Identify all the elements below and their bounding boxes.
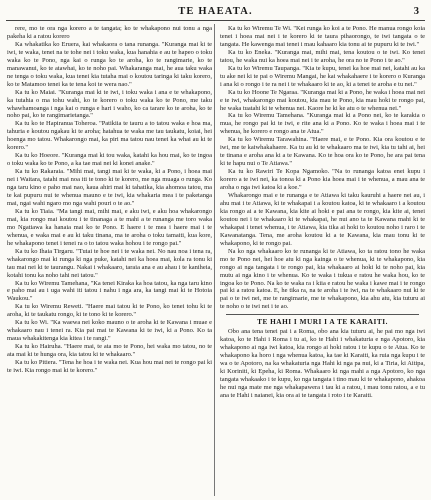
paragraph: Ka tu ko Hoone Te Ngaraa. "Kuranga mai ki a Pono, he waka i hoea mai nei e te iwi, whakarongo mai koutou, kia mau te Pono, kia mau hoki te rongo pai, he waka tuatahi ki te whenua nei. Kaore he ki ke atu o te whenua nei." bbox=[220, 88, 425, 112]
column-divider bbox=[214, 24, 215, 496]
section-heading: TE HAHI I MURI I A TE KARAITI. bbox=[257, 317, 388, 327]
paragraph: Ka tu ko Wiremu Reweti. "Haere mai tatou ki te Pono, ko tenei tohu ki te aroha, ki te taukatu rongo, ki te tono ki te korero." bbox=[7, 303, 212, 319]
paragraph: Ka tu ko Pitiera. "Tena he hoa i te waka nei. Kua hou mai nei te rongo pai ki te iwi. Kia rongo mai ki te korero." bbox=[7, 359, 212, 374]
header-rule bbox=[6, 20, 425, 21]
paragraph: Ka tu ko Hoeore. "Kuranga mai ki tou waka, katahi ka hou mai, ko te ingoa o toku waka ko te Pono, a ka tae mai nei ki konei anake." bbox=[7, 152, 212, 168]
right-column bbox=[220, 25, 425, 495]
section-rule bbox=[226, 314, 419, 315]
left-column bbox=[7, 25, 212, 495]
paragraph: Ka tu ko Wiremu Tamehana. "Kuranga mai ki a Pono nei, ko te karakia o mua, he rongo pai ki te iwi, e rite ana ki a Pono. Ko te waka i hoea mai i te whenua, he korero e rongo ana te Atua." bbox=[220, 112, 425, 136]
page-number: 3 bbox=[413, 6, 419, 17]
paragraph: rere, mo te ora nga korero a te tangata; ko te whakapono nui tonu a nga pakeha ki a ratou korero bbox=[7, 25, 212, 40]
paragraph: Ka tu ko Rawiri Te Kopa Ngamoko. "Na to runanga katoa enei kupu i korero a te iwi nei, ka tonoa ki a Pono kia hoea mai i te whenua, a mau ana te aroha o nga iwi katoa ki a koe." bbox=[220, 168, 425, 192]
paragraph: Na ko nga whakaaro ko te runanga ki te Atiawa, ko ta ratou tono he waka mo te Pono nei, hei hoe atu ki nga kainga o te whenua, ki te whakapono, kia rongo ai nga tangata i te rongo pai, kia whakaaro ai hoki ki te noho pai, kia mutu ai nga kino i te whenua. Ko te waka i tukua e ratou he waka hou, ko te ingoa ko te Pono. Na ko te waka ra i kiia e ratou he waka i kawe mai i te rongo pai ki a ratou katoa. E, he tika ra, na te aroha i te iwi, na te whakaaro nui ki te pai o te iwi nei, me te rangimarie, me te whakapono, kia ahu atu, kia tuturu ai te noho o te iwi nei i te ao. bbox=[220, 247, 425, 311]
paragraph: Ka tu ko Rakaraia. "Mihi mai, tangi mai ki te waka, ki a Pono, i hoea mai nei i Waitara, tatahi mai noa iti te tono ki te korero, me nga muaga o runga. Ko nga taru kino e paho mai nao, kaua ahiri mai ki tahatika, kia ahomoa tatou, ma te kai pupuru nui te whenua mauno e te iwi, kia whakaria mea i te paketanga mai, ngai wahi ngaro mo nga wahi pouri o te ao." bbox=[7, 168, 212, 207]
paragraph: Ka tu ko Wiremu Tamehana, "Ka tenei Kiraka ka hoa tatou, ka nga taru kino e paho mai au i uga wahi iti tatou i nahu i nga ara, ka tangi mai ki te Hotoia Waukou." bbox=[7, 279, 212, 303]
paragraph: Ka tu ko Ihaia Tirgaru. "Tutai te hoe nei i te waka nei. No nau noa i tena ra, whakarongo mai ki runga ki nga puke, katahi nei ka hoea mai, kola ra tonu ki tau mai nei ki te taurangu. Nakai i whakaaro, taraia ana e au ahau i te kaniheia, kotahi tonu ka noho tahi nei tatou." bbox=[7, 247, 212, 279]
paragraph: Ka tu ko Eneka. "Kuranga mai, mihi mai, tena koutou o te iwi. Ko tenei tatou, he waka nui ka hoea mai nei i te aroha, he ora no te Pono i te ao." bbox=[220, 48, 425, 64]
paragraph: Ka tu ko Wi. "Ka waewa nei koko mauno o te aroha ki te Kawana i muae e whakaaro nau i tenei ra. Kia pai mai te Kawana ki te iwi, ki a Pono. Ko ta maua whakakitenga kia kitea i te rangi." bbox=[7, 319, 212, 343]
running-title: TE HAEATA. bbox=[178, 6, 253, 17]
paragraph: Ka tu ko Hairuha. "Haere mai, te ata mo te Pono, hei waka mo tatou, no te ata mai ki te hunga ora, kia tatou ki te whakaaro." bbox=[7, 343, 212, 359]
paragraph: Ka tu ko Maiai. "Kuranga mai ki te iwi, i toku waka i ana e te whakapono, ka tutahia o ma tohu wahi, ko te korero o toku waka ko te Pono, me taku whawhamoanga i nga kai o runga e hari i waho, ko ca tarare ko te aroha, ko te noho pai, ko te rangimarietanga." bbox=[7, 88, 212, 120]
paragraph: Ka whakatika ko Eruera, kai whakaora o tana runanga. "Kuranga mai ki te iwi, te waka, tenei na te tohe nei i toku waka, kua hanahia e au te hapeo o toku waka ko te Pono, nga kai o runga ko te aroha, ko te rangimarie, ko te manawanui, ko te atawhai, ko te noho pai. Whakaranga mai, he aua taku waka ne tenga o toku waka, kua tenei kia tutaha mai o koutou taringa ki taku korero, ko te Matamoo tenei ka te tena koi te wera nao." bbox=[7, 40, 212, 88]
paragraph: Ka tu ko te Hapiranua Toheroa. "Patikiia te tauru a to tatou waka e hoa ma, tahuria e koutou ngakau ki te aroha; hatahua te waka me tau taukatu, koiai, hei hoenga mo tatou. Whakarongo mai, ka piri ma tatou nau tenei ka whai au ki te korero." bbox=[7, 120, 212, 152]
paragraph: Ka tu ko Tiaia. "Ma tangi mai, mihi mai, e aku iwi, e aku hoa whakarongo mai, kia rongo mai koutou i te tinanaga a te mahi a te runanga me toro waka mo Ngatiawa ka hanaia mai ko te Pono. E haere i te mea i haere mai i te whenua, e waka mai e au ki taku tinana, ma te aroha o toku tamaiti, kua kore, he whakapono tenei i tenei ra o to tatou waka hohou i te rongo pai." bbox=[7, 207, 212, 247]
paragraph: Ka tu ko Wiremu Taupanga. "Kia te kupu, tenei ka hoe mai nei, katahi au ka tu ake nei ki te pai o Wiremu Mangai, he kai whakahaere i te korero o Kuranga i ana ki o rongo i te ra nei i te whakaaro ki te ao, ki a tenei te aroha e tu nei." bbox=[220, 64, 425, 88]
page-header bbox=[0, 6, 431, 20]
paragraph: Obo ana tena tenei pai i a Roma, obo ana kia tuturu ai, he pai mo nga iwi katoa, ko te Hahi i Roma i tu ai, ko te Hahi i whakaturia e nga Apotoro, kia whakapono ai nga iwi katoa, kia rongo ai hoki ratou i te kupu o te Atua. Ko te whakapono ka horo i nga whenua katoa, ka tae ki Karaiti, ka ruia nga kupu i te wa o te Apotoro, na ka whakaturia nga Hahi ki nga pa nui, ki a Tiria, ki Aitipa, ki Koriniti, ki Epeha, ki Roma. Whakaaro ki nga mahi a nga Apotoro, ko nga tangata whakaako i te kupu, ko nga tangata i tino mau ki te whakapono, ahakoa he nui nga mate me nga whakapawera i tau ki a ratou, i mau tonu ratou, a e tu ana te Hahi i naianei, kia ora ai te tangata i roto i te Karaiti. bbox=[220, 328, 425, 399]
paragraph: Whakarongo mai e te runanga e te Atiawa ki taku kauruhi a haere nei au, i ahu mai i te Atiawa, ki te whakapai i a koutou katoa, ki te whakaaro i a koutou kia rongo ai a te Kawana, kia kite ai hoki e pai ana te rongo, kia kite ai, tenei koutou nei i te whakaaro ki te whakapai, he nui ano ta te Kawana mahi ki te whakapai i tenei whenua, i te Atiawa, kia tika ai hoki to koutou noho i raro i te Kawanatanga. Tena, me aroha koutou ki a te Kawana, kia mau tonu ki te whakapono, ki te rongo pai. bbox=[220, 192, 425, 247]
paragraph: Ka tu ko Wiremu Tarawahina. "Haere mai, e te Pono. Kia ora koutou e te iwi, me te kaiwhakahaere. Ka tu au ki te whakaaro ma te iwi, kia tu tahi ai, hei te tinana e aroha ana ki a te Kawana. Ko te hoa ora ko te Pono, he ara pai tena ki te hapu nui o Te Atiawa." bbox=[220, 136, 425, 168]
paragraph: Ka tu ko Wiremu Te Wi. "Kei runga ko koi a te Pono. He manua rongo koia tenei i hoea mai nei i te korero ki te taura pihaorongo, te iwi tangata o te tangata. He kawenga mai tenei i mau kahaaro kia tonu ai te pupuru ki te iwi." bbox=[220, 25, 425, 48]
